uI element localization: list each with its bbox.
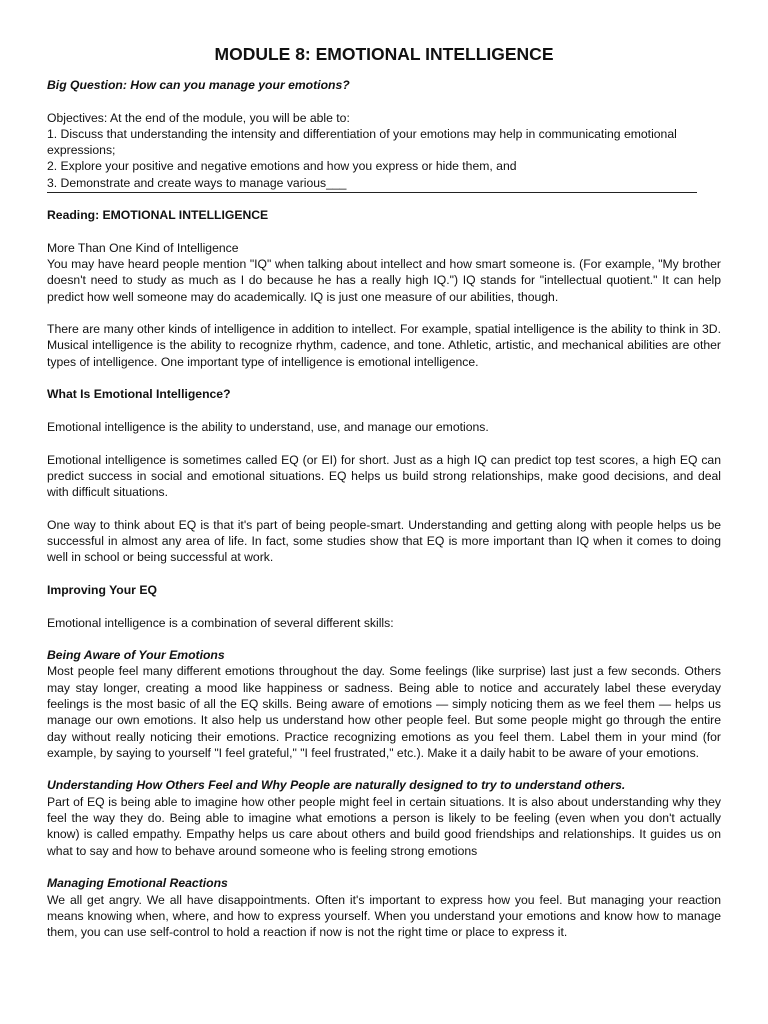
skill-text: Most people feel many different emotions throughout the day. Some feelings (like surprise) last just a few seconds. Others may stay longer, creating a mood like happiness or sadness. Being able to notice and accurately label these everyday feelings is the most basic of all the EQ skills. Being aware of emotions — simply noticing them as we feel them — helps us manage our own emotions. It also help us understand how other people feel. But some people might go through the entire day without really noticing their emotions. Practice recognizing emotions as you feel them. Label them in your mind (for example, by saying to yourself "I feel grateful," "I feel frustrated," etc.). Make it a daily habit to be aware of your emotions. xyxy=(47,664,721,760)
objectives-block xyxy=(47,110,721,191)
objectives-intro: Objectives: At the end of the module, you will be able to: xyxy=(47,110,350,125)
paragraph: One way to think about EQ is that it's part of being people-smart. Understanding and getting along with people helps us be successful in almost any area of life. In fact, some studies show that EQ is more important than IQ when it comes to doing well in school or being successful at work. xyxy=(47,517,721,565)
paragraph: There are many other kinds of intelligence in addition to intellect. For example, spatial intelligence is the ability to think in 3D. Musical intelligence is the ability to recognize rhythm, cadence, and tone. Athletic, artistic, and mechanical abilities are other types of intelligence. One important type of intelligence is emotional intelligence. xyxy=(47,322,721,369)
skill-text: Part of EQ is being able to imagine how other people might feel in certain situations. It is also about understanding why they feel the way they do. Being able to imagine what emotions a person is likely to be feeling (even when you don't actually know) is called empathy. Empathy helps us care about others and build good friendships and relationships. It guides us on what to say and how to behave around someone who is feeling strong emotions xyxy=(47,794,721,858)
paragraph: Emotional intelligence is a combination of several different skills: xyxy=(47,615,394,630)
divider-line xyxy=(47,192,697,193)
paragraph: Emotional intelligence is the ability to understand, use, and manage our emotions. xyxy=(47,419,489,434)
section-heading: More Than One Kind of Intelligence xyxy=(47,240,239,255)
skill-heading: Being Aware of Your Emotions xyxy=(47,648,225,663)
objective-item: 1. Discuss that understanding the intensity and differentiation of your emotions may help in communicating emotional expressions; xyxy=(47,126,677,158)
paragraph: Emotional intelligence is sometimes called EQ (or EI) for short. Just as a high IQ can predict top test scores, a high EQ can predict success in social and emotional situations. EQ helps us build strong relationships, make good decisions, and deal with difficult situations. xyxy=(47,452,721,500)
section-heading: What Is Emotional Intelligence? xyxy=(47,387,231,402)
skill-heading: Managing Emotional Reactions xyxy=(47,876,228,891)
paragraph: You may have heard people mention "IQ" when talking about intellect and how smart someone is. (For example, "My brother doesn't need to study as much as I do because he has a really high IQ.") IQ stands for "intellectual quotient." It can help predict how well someone may do academically. IQ is just one measure of our abilities, though. xyxy=(47,256,721,304)
objective-item: 3. Demonstrate and create ways to manage various___ xyxy=(47,175,347,190)
skill-text: We all get angry. We all have disappointments. Often it's important to express how you feel. But managing your reaction means knowing when, where, and how to express yourself. When you understand your emotions and know how to manage them, you can use self-control to hold a reaction if now is not the right time or place to express it. xyxy=(47,892,721,940)
big-question: Big Question: How can you manage your emotions? xyxy=(47,78,350,92)
section-heading: Improving Your EQ xyxy=(47,582,157,597)
reading-heading: Reading: EMOTIONAL INTELLIGENCE xyxy=(47,208,269,223)
objective-item: 2. Explore your positive and negative emotions and how you express or hide them, and xyxy=(47,159,517,174)
module-title: MODULE 8: EMOTIONAL INTELLIGENCE xyxy=(214,44,554,64)
skill-heading: Understanding How Others Feel and Why People are naturally designed to try to understand others. xyxy=(47,778,626,793)
